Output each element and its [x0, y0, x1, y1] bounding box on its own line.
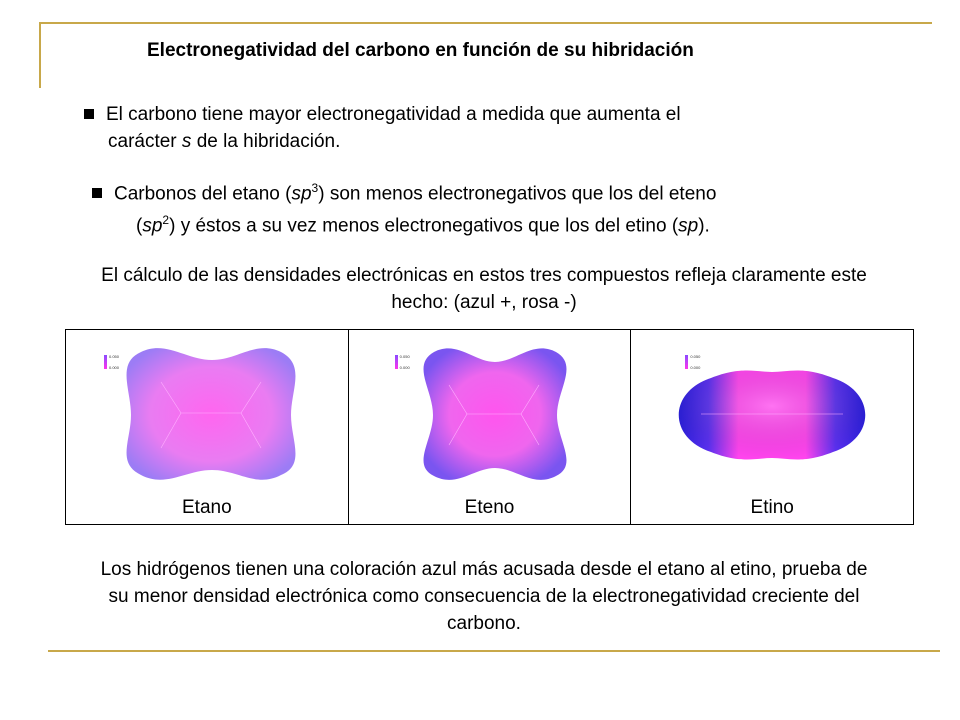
- bullet-square-icon: [84, 109, 94, 119]
- panel-label-etino: Etino: [750, 497, 794, 518]
- panel-label-etano: Etano: [182, 497, 232, 518]
- bullet-square-icon: [92, 188, 102, 198]
- panel-label-eteno: Eteno: [464, 497, 515, 518]
- bullet-1: El carbono tiene mayor electronegatividad a medida que aumenta el carácter s de la hibridación.: [84, 101, 902, 155]
- bottom-rule: [48, 650, 940, 652]
- panel-etano: 0.050 0.000 Etano: [66, 330, 348, 524]
- bullet-2: Carbonos del etano $(sp^3)$ son menos electronegativos que los del eteno $(sp^2)$ y éstos a su vez menos electronegativos que los del etino (sp).: [92, 175, 882, 240]
- etano-density-map: [66, 330, 349, 500]
- paragraph-calculation: El cálculo de las densidades electrónicas en estos tres compuestos refleja claramente este hecho: (azul +, rosa -): [101, 265, 867, 313]
- eteno-density-map: [349, 330, 632, 500]
- panel-etino: 0.050 0.000 Etino: [630, 330, 913, 524]
- etino-density-map: [631, 330, 914, 500]
- slide-title: Electronegatividad del carbono en función de su hibridación: [147, 40, 694, 61]
- top-rule: [40, 22, 932, 24]
- panel-eteno: 0.050 0.000 Eteno: [348, 330, 631, 524]
- molecule-panels: [65, 329, 914, 525]
- paragraph-conclusion: Los hidrógenos tienen una coloración azul más acusada desde el etano al etino, prueba de su menor densidad electrónica como consecuencia de la electronegatividad creciente del carbono.: [100, 559, 868, 634]
- left-rule: [39, 22, 41, 88]
